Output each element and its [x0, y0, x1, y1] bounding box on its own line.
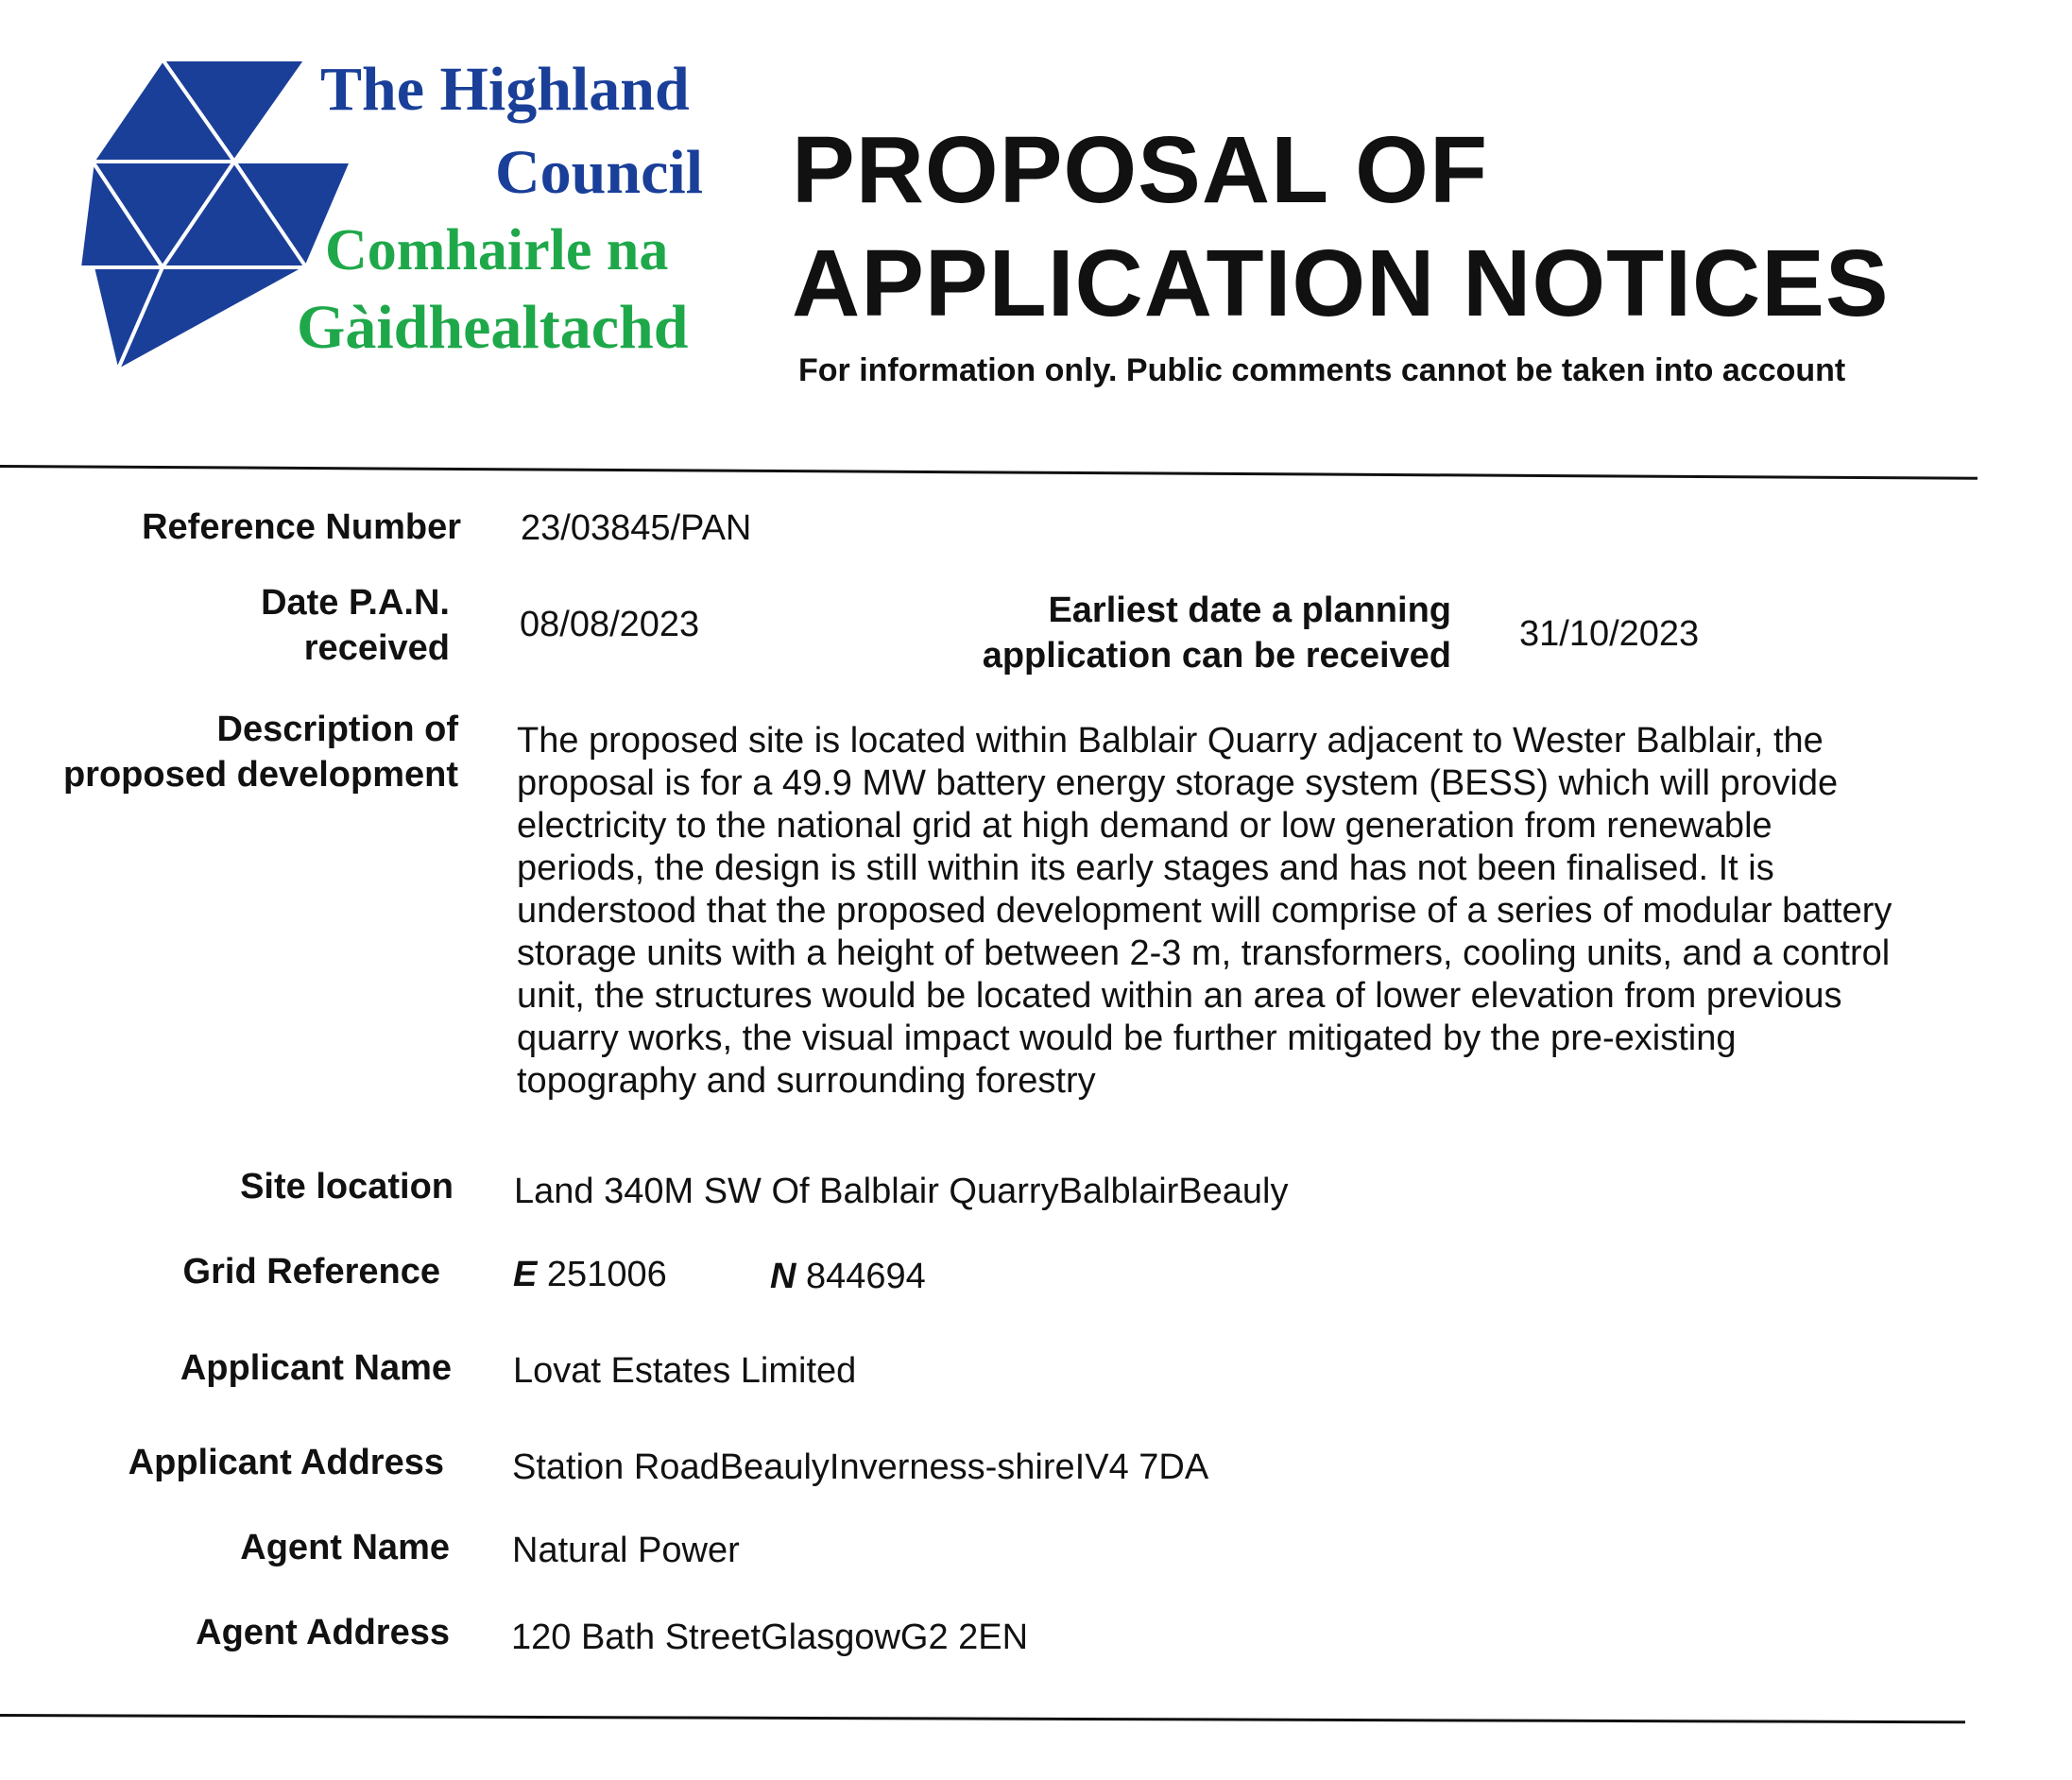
applicant-address-value: Station RoadBeaulyInverness-shireIV4 7DA [512, 1447, 1209, 1487]
date-received-label-line1: Date P.A.N. [261, 583, 450, 623]
date-received-label-line2: received [303, 628, 450, 668]
applicant-address-label: Applicant Address [128, 1443, 444, 1482]
logo-text-the-highland: The Highland [320, 55, 690, 124]
applicant-name-label: Applicant Name [180, 1348, 452, 1388]
logo-text-council: Council [495, 138, 704, 207]
council-logo [79, 55, 741, 376]
description-value: The proposed site is located within Balblair Quarry adjacent to Wester Balblair, the proposal is for a 49.9 MW battery energy storage system (BESS) which will provide electricity to the national grid at high demand or low generation from renewable periods, the design is still within its early stages and has not been finalised. It is understood that the proposed development will comprise of a series of modular battery storage units with a height of between 2-3 m, transformers, cooling units, and a control unit, the structures would be located within an area of lower elevation from previous quarry works, the visual impact would be further mitigated by the pre-existing topography and surrounding forestry [517, 721, 1892, 1101]
earliest-date-value: 31/10/2023 [1519, 614, 1700, 654]
description-label-line1: Description of [216, 710, 458, 749]
subtitle-notice: For information only. Public comments cannot be taken into account [798, 352, 1846, 388]
top-divider [0, 465, 1978, 480]
site-location-value: Land 340M SW Of Balblair QuarryBalblairBeauly [514, 1172, 1289, 1211]
easting-label: E [513, 1255, 538, 1294]
bottom-divider [0, 1714, 1965, 1723]
earliest-date-label-line2: application can be received [982, 636, 1451, 676]
earliest-date-label [850, 588, 1451, 678]
description-label [28, 707, 458, 797]
title-line-2: APPLICATION NOTICES [792, 231, 1890, 336]
date-received-value: 08/08/2023 [520, 605, 700, 644]
page-title [792, 113, 1890, 340]
logo-text-gaidhealtachd: Gàidhealtachd [297, 293, 689, 362]
grid-reference-northing [770, 1255, 926, 1298]
title-line-1: PROPOSAL OF [792, 117, 1489, 223]
description-label-line2: proposed development [62, 755, 458, 795]
applicant-name-value: Lovat Estates Limited [513, 1351, 857, 1391]
northing-value: 844694 [806, 1257, 926, 1296]
agent-name-value: Natural Power [512, 1531, 740, 1570]
easting-value: 251006 [546, 1255, 667, 1294]
site-location-label: Site location [240, 1167, 454, 1207]
date-received-label [57, 580, 450, 671]
logo-text-comhairle-na: Comhairle na [325, 218, 669, 282]
reference-number-label: Reference Number [142, 507, 461, 547]
grid-reference-easting [513, 1253, 667, 1296]
earliest-date-label-line1: Earliest date a planning [1048, 590, 1451, 630]
agent-name-label: Agent Name [240, 1528, 450, 1567]
reference-number-value: 23/03845/PAN [521, 508, 752, 548]
agent-address-value: 120 Bath StreetGlasgowG2 2EN [511, 1617, 1029, 1657]
grid-reference-label: Grid Reference [182, 1252, 440, 1292]
agent-address-label: Agent Address [196, 1613, 450, 1652]
northing-label: N [770, 1257, 796, 1296]
